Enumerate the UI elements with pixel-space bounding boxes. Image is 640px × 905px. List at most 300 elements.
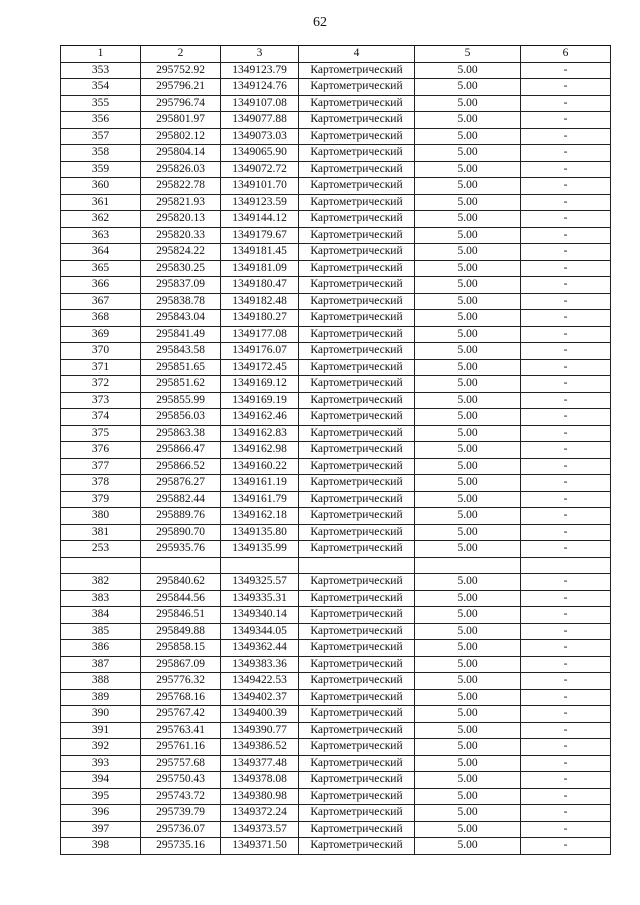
table-cell: 295739.79 xyxy=(141,805,221,822)
table-cell: 1349169.19 xyxy=(221,392,299,409)
table-row xyxy=(61,838,611,855)
table-cell: 380 xyxy=(61,508,141,525)
table-cell: 1349144.12 xyxy=(221,211,299,228)
table-cell: Картометрический xyxy=(299,62,415,79)
table-cell: Картометрический xyxy=(299,524,415,541)
table-cell: 5.00 xyxy=(415,425,521,442)
table-cell: 1349065.90 xyxy=(221,145,299,162)
table-cell: 1349123.79 xyxy=(221,62,299,79)
table-cell: 1349371.50 xyxy=(221,838,299,855)
table-cell: 5.00 xyxy=(415,574,521,591)
column-header: 5 xyxy=(415,46,521,63)
table-cell: Картометрический xyxy=(299,79,415,96)
coordinates-table xyxy=(60,45,611,855)
table-cell: Картометрический xyxy=(299,491,415,508)
table-cell: 367 xyxy=(61,293,141,310)
table-cell: Картометрический xyxy=(299,359,415,376)
table-cell: 390 xyxy=(61,706,141,723)
table-cell: 5.00 xyxy=(415,95,521,112)
table-cell: 295935.76 xyxy=(141,541,221,558)
table-row xyxy=(61,442,611,459)
table-cell: 5.00 xyxy=(415,458,521,475)
table-cell: - xyxy=(521,508,611,525)
table-row xyxy=(61,508,611,525)
table-cell: 1349135.99 xyxy=(221,541,299,558)
table-cell: 388 xyxy=(61,673,141,690)
table-cell: Картометрический xyxy=(299,508,415,525)
table-cell: 5.00 xyxy=(415,359,521,376)
column-header: 3 xyxy=(221,46,299,63)
table-cell: - xyxy=(521,194,611,211)
table-cell: Картометрический xyxy=(299,458,415,475)
table-cell: 5.00 xyxy=(415,62,521,79)
table-cell: 5.00 xyxy=(415,475,521,492)
table-cell: 370 xyxy=(61,343,141,360)
table-cell: 1349135.80 xyxy=(221,524,299,541)
table-cell: - xyxy=(521,128,611,145)
table-cell: Картометрический xyxy=(299,706,415,723)
table-cell: 1349180.27 xyxy=(221,310,299,327)
table-cell: 395 xyxy=(61,788,141,805)
table-cell: 1349179.67 xyxy=(221,227,299,244)
table-cell: 5.00 xyxy=(415,277,521,294)
table-cell: Картометрический xyxy=(299,211,415,228)
table-row xyxy=(61,772,611,789)
table-cell: 1349177.08 xyxy=(221,326,299,343)
table-row xyxy=(61,640,611,657)
table-cell: 295851.62 xyxy=(141,376,221,393)
table-row xyxy=(61,178,611,195)
table-row xyxy=(61,211,611,228)
table-row xyxy=(61,145,611,162)
table-cell: - xyxy=(521,574,611,591)
table-cell: Картометрический xyxy=(299,656,415,673)
table-cell: 360 xyxy=(61,178,141,195)
table-cell: 373 xyxy=(61,392,141,409)
table-cell: 5.00 xyxy=(415,491,521,508)
table-cell: - xyxy=(521,656,611,673)
table-cell: 5.00 xyxy=(415,260,521,277)
table-cell: 393 xyxy=(61,755,141,772)
table-cell: 376 xyxy=(61,442,141,459)
table-cell: 1349176.07 xyxy=(221,343,299,360)
table-cell: 5.00 xyxy=(415,722,521,739)
table-cell: - xyxy=(521,326,611,343)
table-cell: 295801.97 xyxy=(141,112,221,129)
table-cell: 1349169.12 xyxy=(221,376,299,393)
table-cell: 295866.52 xyxy=(141,458,221,475)
table-cell: - xyxy=(521,392,611,409)
table-cell: 295802.12 xyxy=(141,128,221,145)
table-cell: 1349160.22 xyxy=(221,458,299,475)
table-row xyxy=(61,194,611,211)
table-cell: 295735.16 xyxy=(141,838,221,855)
table-cell: Картометрический xyxy=(299,277,415,294)
table-cell: 5.00 xyxy=(415,524,521,541)
table-cell: 1349400.39 xyxy=(221,706,299,723)
empty-cell xyxy=(221,557,299,574)
table-cell: Картометрический xyxy=(299,442,415,459)
table-row xyxy=(61,574,611,591)
table-row xyxy=(61,524,611,541)
table-cell: 5.00 xyxy=(415,805,521,822)
table-row xyxy=(61,821,611,838)
table-cell: Картометрический xyxy=(299,425,415,442)
table-cell: 295796.21 xyxy=(141,79,221,96)
table-cell: 379 xyxy=(61,491,141,508)
table-cell: 295820.33 xyxy=(141,227,221,244)
table-row xyxy=(61,343,611,360)
table-cell: 5.00 xyxy=(415,194,521,211)
table-cell: 1349161.79 xyxy=(221,491,299,508)
table-cell: 355 xyxy=(61,95,141,112)
table-cell: 1349162.18 xyxy=(221,508,299,525)
table-cell: 5.00 xyxy=(415,673,521,690)
table-cell: Картометрический xyxy=(299,607,415,624)
table-cell: 295866.47 xyxy=(141,442,221,459)
table-cell: 5.00 xyxy=(415,211,521,228)
table-cell: 1349072.72 xyxy=(221,161,299,178)
table-row xyxy=(61,623,611,640)
table-cell: 295867.09 xyxy=(141,656,221,673)
table-cell: 295820.13 xyxy=(141,211,221,228)
table-cell: 295890.70 xyxy=(141,524,221,541)
table-cell: 385 xyxy=(61,623,141,640)
table-cell: Картометрический xyxy=(299,590,415,607)
table-cell: 5.00 xyxy=(415,178,521,195)
table-cell: 295856.03 xyxy=(141,409,221,426)
table-cell: - xyxy=(521,161,611,178)
table-row xyxy=(61,79,611,96)
table-cell: Картометрический xyxy=(299,326,415,343)
table-cell: - xyxy=(521,640,611,657)
table-cell: Картометрический xyxy=(299,293,415,310)
table-row xyxy=(61,112,611,129)
table-row xyxy=(61,425,611,442)
table-cell: - xyxy=(521,211,611,228)
table-row xyxy=(61,128,611,145)
table-cell: 1349073.03 xyxy=(221,128,299,145)
table-cell: Картометрический xyxy=(299,673,415,690)
table-cell: 1349107.08 xyxy=(221,95,299,112)
table-cell: 375 xyxy=(61,425,141,442)
table-cell: - xyxy=(521,590,611,607)
table-cell: 371 xyxy=(61,359,141,376)
table-cell: 5.00 xyxy=(415,541,521,558)
table-cell: 363 xyxy=(61,227,141,244)
table-cell: 377 xyxy=(61,458,141,475)
table-cell: - xyxy=(521,458,611,475)
table-cell: Картометрический xyxy=(299,128,415,145)
table-row xyxy=(61,739,611,756)
table-cell: 5.00 xyxy=(415,161,521,178)
table-cell: 354 xyxy=(61,79,141,96)
table-cell: 361 xyxy=(61,194,141,211)
table-cell: Картометрический xyxy=(299,161,415,178)
table-cell: 5.00 xyxy=(415,821,521,838)
table-row xyxy=(61,689,611,706)
table-cell: 5.00 xyxy=(415,739,521,756)
table-cell: - xyxy=(521,706,611,723)
table-cell: 394 xyxy=(61,772,141,789)
table-cell: 295757.68 xyxy=(141,755,221,772)
table-cell: - xyxy=(521,607,611,624)
table-row xyxy=(61,458,611,475)
table-cell: 295776.32 xyxy=(141,673,221,690)
table-cell: 295826.03 xyxy=(141,161,221,178)
empty-cell xyxy=(299,557,415,574)
table-cell: 1349390.77 xyxy=(221,722,299,739)
table-row xyxy=(61,260,611,277)
table-cell: Картометрический xyxy=(299,260,415,277)
table-row xyxy=(61,62,611,79)
table-cell: - xyxy=(521,838,611,855)
table-cell: 5.00 xyxy=(415,293,521,310)
table-row xyxy=(61,706,611,723)
table-cell: 5.00 xyxy=(415,689,521,706)
table-cell: 5.00 xyxy=(415,706,521,723)
table-cell: 1349123.59 xyxy=(221,194,299,211)
table-cell: - xyxy=(521,689,611,706)
table-cell: - xyxy=(521,739,611,756)
table-cell: Картометрический xyxy=(299,821,415,838)
table-row xyxy=(61,376,611,393)
table-cell: 358 xyxy=(61,145,141,162)
table-cell: 369 xyxy=(61,326,141,343)
table-cell: 5.00 xyxy=(415,326,521,343)
table-cell: 1349386.52 xyxy=(221,739,299,756)
table-row xyxy=(61,310,611,327)
table-cell: Картометрический xyxy=(299,95,415,112)
table-cell: 5.00 xyxy=(415,128,521,145)
table-cell: - xyxy=(521,805,611,822)
table-cell: Картометрический xyxy=(299,343,415,360)
table-row xyxy=(61,326,611,343)
table-cell: - xyxy=(521,376,611,393)
table-cell: 389 xyxy=(61,689,141,706)
table-cell: 5.00 xyxy=(415,640,521,657)
table-cell: Картометрический xyxy=(299,755,415,772)
table-cell: 1349162.83 xyxy=(221,425,299,442)
table-cell: - xyxy=(521,409,611,426)
table-cell: 1349180.47 xyxy=(221,277,299,294)
empty-cell xyxy=(141,557,221,574)
table-cell: Картометрический xyxy=(299,722,415,739)
table-cell: 1349340.14 xyxy=(221,607,299,624)
column-header: 2 xyxy=(141,46,221,63)
table-cell: 1349402.37 xyxy=(221,689,299,706)
table-cell: - xyxy=(521,277,611,294)
table-cell: 1349162.98 xyxy=(221,442,299,459)
table-cell: 1349181.45 xyxy=(221,244,299,261)
table-row xyxy=(61,227,611,244)
table-cell: 295761.16 xyxy=(141,739,221,756)
table-cell: 5.00 xyxy=(415,590,521,607)
table-row xyxy=(61,673,611,690)
table-cell: 1349335.31 xyxy=(221,590,299,607)
table-cell: 5.00 xyxy=(415,145,521,162)
table-cell: 1349162.46 xyxy=(221,409,299,426)
table-cell: 356 xyxy=(61,112,141,129)
table-cell: 391 xyxy=(61,722,141,739)
table-row xyxy=(61,293,611,310)
table-cell: 5.00 xyxy=(415,508,521,525)
table-cell: 1349378.08 xyxy=(221,772,299,789)
table-cell: - xyxy=(521,79,611,96)
header-row xyxy=(61,46,611,63)
table-cell: - xyxy=(521,293,611,310)
table-cell: Картометрический xyxy=(299,541,415,558)
table-row xyxy=(61,805,611,822)
table-cell: 295768.16 xyxy=(141,689,221,706)
table-cell: 295846.51 xyxy=(141,607,221,624)
table-cell: 1349124.76 xyxy=(221,79,299,96)
table-cell: 378 xyxy=(61,475,141,492)
table-cell: 1349077.88 xyxy=(221,112,299,129)
table-cell: 295743.72 xyxy=(141,788,221,805)
table-cell: 295841.49 xyxy=(141,326,221,343)
table-cell: - xyxy=(521,541,611,558)
table-cell: 1349372.24 xyxy=(221,805,299,822)
table-row xyxy=(61,277,611,294)
table-row xyxy=(61,359,611,376)
table-cell: 383 xyxy=(61,590,141,607)
table-cell: 1349383.36 xyxy=(221,656,299,673)
table-cell: 295855.99 xyxy=(141,392,221,409)
table-cell: 1349377.48 xyxy=(221,755,299,772)
table-cell: 359 xyxy=(61,161,141,178)
table-row xyxy=(61,95,611,112)
table-body xyxy=(61,62,611,854)
table-row xyxy=(61,541,611,558)
table-cell: 253 xyxy=(61,541,141,558)
table-cell: 366 xyxy=(61,277,141,294)
table-cell: - xyxy=(521,524,611,541)
table-cell: 5.00 xyxy=(415,788,521,805)
table-cell: - xyxy=(521,310,611,327)
table-cell: Картометрический xyxy=(299,376,415,393)
table-row xyxy=(61,590,611,607)
table-cell: 1349422.53 xyxy=(221,673,299,690)
table-cell: 295876.27 xyxy=(141,475,221,492)
table-cell: 1349373.57 xyxy=(221,821,299,838)
table-cell: Картометрический xyxy=(299,574,415,591)
table-cell: 5.00 xyxy=(415,409,521,426)
table-cell: 387 xyxy=(61,656,141,673)
table-row xyxy=(61,491,611,508)
table-cell: 295863.38 xyxy=(141,425,221,442)
table-cell: 1349325.57 xyxy=(221,574,299,591)
table-cell: 1349362.44 xyxy=(221,640,299,657)
table-cell: - xyxy=(521,722,611,739)
table-cell: 1349101.70 xyxy=(221,178,299,195)
table-cell: 5.00 xyxy=(415,607,521,624)
column-header: 1 xyxy=(61,46,141,63)
table-cell: - xyxy=(521,772,611,789)
table-cell: 295844.56 xyxy=(141,590,221,607)
table-cell: Картометрический xyxy=(299,145,415,162)
table-cell: - xyxy=(521,623,611,640)
table-cell: Картометрический xyxy=(299,112,415,129)
table-cell: Картометрический xyxy=(299,739,415,756)
table-cell: 5.00 xyxy=(415,79,521,96)
table-row xyxy=(61,244,611,261)
table-cell: 5.00 xyxy=(415,376,521,393)
empty-cell xyxy=(61,557,141,574)
page-number: 62 xyxy=(313,15,327,30)
table-row xyxy=(61,722,611,739)
table-cell: - xyxy=(521,755,611,772)
table-cell: 362 xyxy=(61,211,141,228)
table-cell: 5.00 xyxy=(415,442,521,459)
table-cell: Картометрический xyxy=(299,475,415,492)
table-cell: 5.00 xyxy=(415,112,521,129)
table-cell: Картометрический xyxy=(299,409,415,426)
table-cell: Картометрический xyxy=(299,227,415,244)
table-cell: 5.00 xyxy=(415,227,521,244)
table-cell: 381 xyxy=(61,524,141,541)
table-cell: - xyxy=(521,178,611,195)
table-cell: 1349181.09 xyxy=(221,260,299,277)
table-cell: - xyxy=(521,62,611,79)
table-cell: Картометрический xyxy=(299,805,415,822)
blank-separator-row xyxy=(61,557,611,574)
table-cell: 295822.78 xyxy=(141,178,221,195)
table-cell: 1349182.48 xyxy=(221,293,299,310)
table-cell: 295804.14 xyxy=(141,145,221,162)
table-cell: - xyxy=(521,95,611,112)
table-cell: - xyxy=(521,359,611,376)
table-cell: 295824.22 xyxy=(141,244,221,261)
empty-cell xyxy=(521,557,611,574)
table-cell: Картометрический xyxy=(299,640,415,657)
table-cell: - xyxy=(521,260,611,277)
table-cell: 5.00 xyxy=(415,392,521,409)
table-cell: 295750.43 xyxy=(141,772,221,789)
table-cell: - xyxy=(521,227,611,244)
table-cell: 1349380.98 xyxy=(221,788,299,805)
empty-cell xyxy=(415,557,521,574)
table-cell: 5.00 xyxy=(415,310,521,327)
table-cell: Картометрический xyxy=(299,838,415,855)
table-row xyxy=(61,607,611,624)
table-cell: 374 xyxy=(61,409,141,426)
table-cell: 368 xyxy=(61,310,141,327)
table-cell: - xyxy=(521,343,611,360)
table-cell: - xyxy=(521,491,611,508)
table-cell: 392 xyxy=(61,739,141,756)
table-cell: 295858.15 xyxy=(141,640,221,657)
table-cell: Картометрический xyxy=(299,194,415,211)
table-cell: 295837.09 xyxy=(141,277,221,294)
table-cell: - xyxy=(521,425,611,442)
table-cell: - xyxy=(521,112,611,129)
table-cell: - xyxy=(521,244,611,261)
table-header xyxy=(61,46,611,63)
column-header: 6 xyxy=(521,46,611,63)
table-cell: 5.00 xyxy=(415,656,521,673)
table-cell: 382 xyxy=(61,574,141,591)
table-cell: 295752.92 xyxy=(141,62,221,79)
table-cell: 295851.65 xyxy=(141,359,221,376)
table-cell: Картометрический xyxy=(299,178,415,195)
table-cell: 295796.74 xyxy=(141,95,221,112)
table-row xyxy=(61,409,611,426)
table-cell: 397 xyxy=(61,821,141,838)
table-cell: - xyxy=(521,788,611,805)
table-cell: 372 xyxy=(61,376,141,393)
table-cell: - xyxy=(521,821,611,838)
